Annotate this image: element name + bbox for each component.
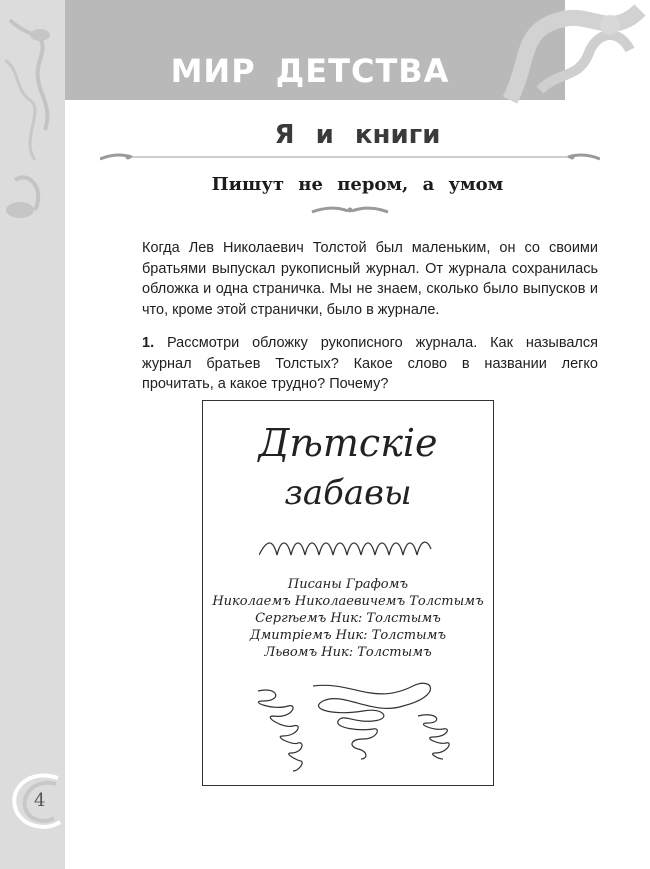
section-subtitle: Пишут не пером, а умом — [211, 174, 504, 195]
credit-line: Писаны Графомъ — [287, 577, 409, 592]
floral-ornament-icon — [0, 0, 65, 240]
cover-credits — [203, 576, 493, 661]
task-paragraph — [142, 333, 598, 395]
cover-title-line2: забавы — [284, 473, 412, 513]
wave-flourish-icon — [259, 537, 439, 559]
task-text: Рассмотри обложку рукописного журнала. Как назывался журнал братьев Толстых? Какое слово в названии легко прочитать, а какое трудно? Почему? — [142, 335, 598, 392]
credit-line: Дмитріемъ Ник: Толстымъ — [249, 628, 447, 643]
credit-line: Николаемъ Николаевичемъ Толстымъ — [212, 594, 484, 609]
credit-line: Львомъ Ник: Толстымъ — [264, 645, 432, 660]
banner-title: МИР ДЕТСТВА — [170, 52, 450, 90]
cover-title-line1: Дѣтскіе — [258, 421, 438, 465]
intro-paragraph: Когда Лев Николаевич Толстой был маленьким, он со своими братьями выпускал рукописный журнал. От журнала сохранилась обложка и одна страничка. Мы не знаем, сколько было выпусков и что, кроме этой странички, было в журнале. — [142, 240, 598, 318]
task-number: 1. — [142, 335, 155, 351]
ornament-icon — [310, 203, 390, 217]
page-sidebar — [0, 0, 65, 869]
credit-line: Сергѣемъ Ник: Толстымъ — [255, 611, 441, 626]
page-number: 4 — [34, 790, 46, 811]
calligraphic-flourish-icon — [243, 681, 463, 781]
journal-cover-image — [202, 400, 494, 786]
ornamental-divider — [100, 151, 600, 165]
chapter-title: Я и книги — [274, 120, 441, 150]
